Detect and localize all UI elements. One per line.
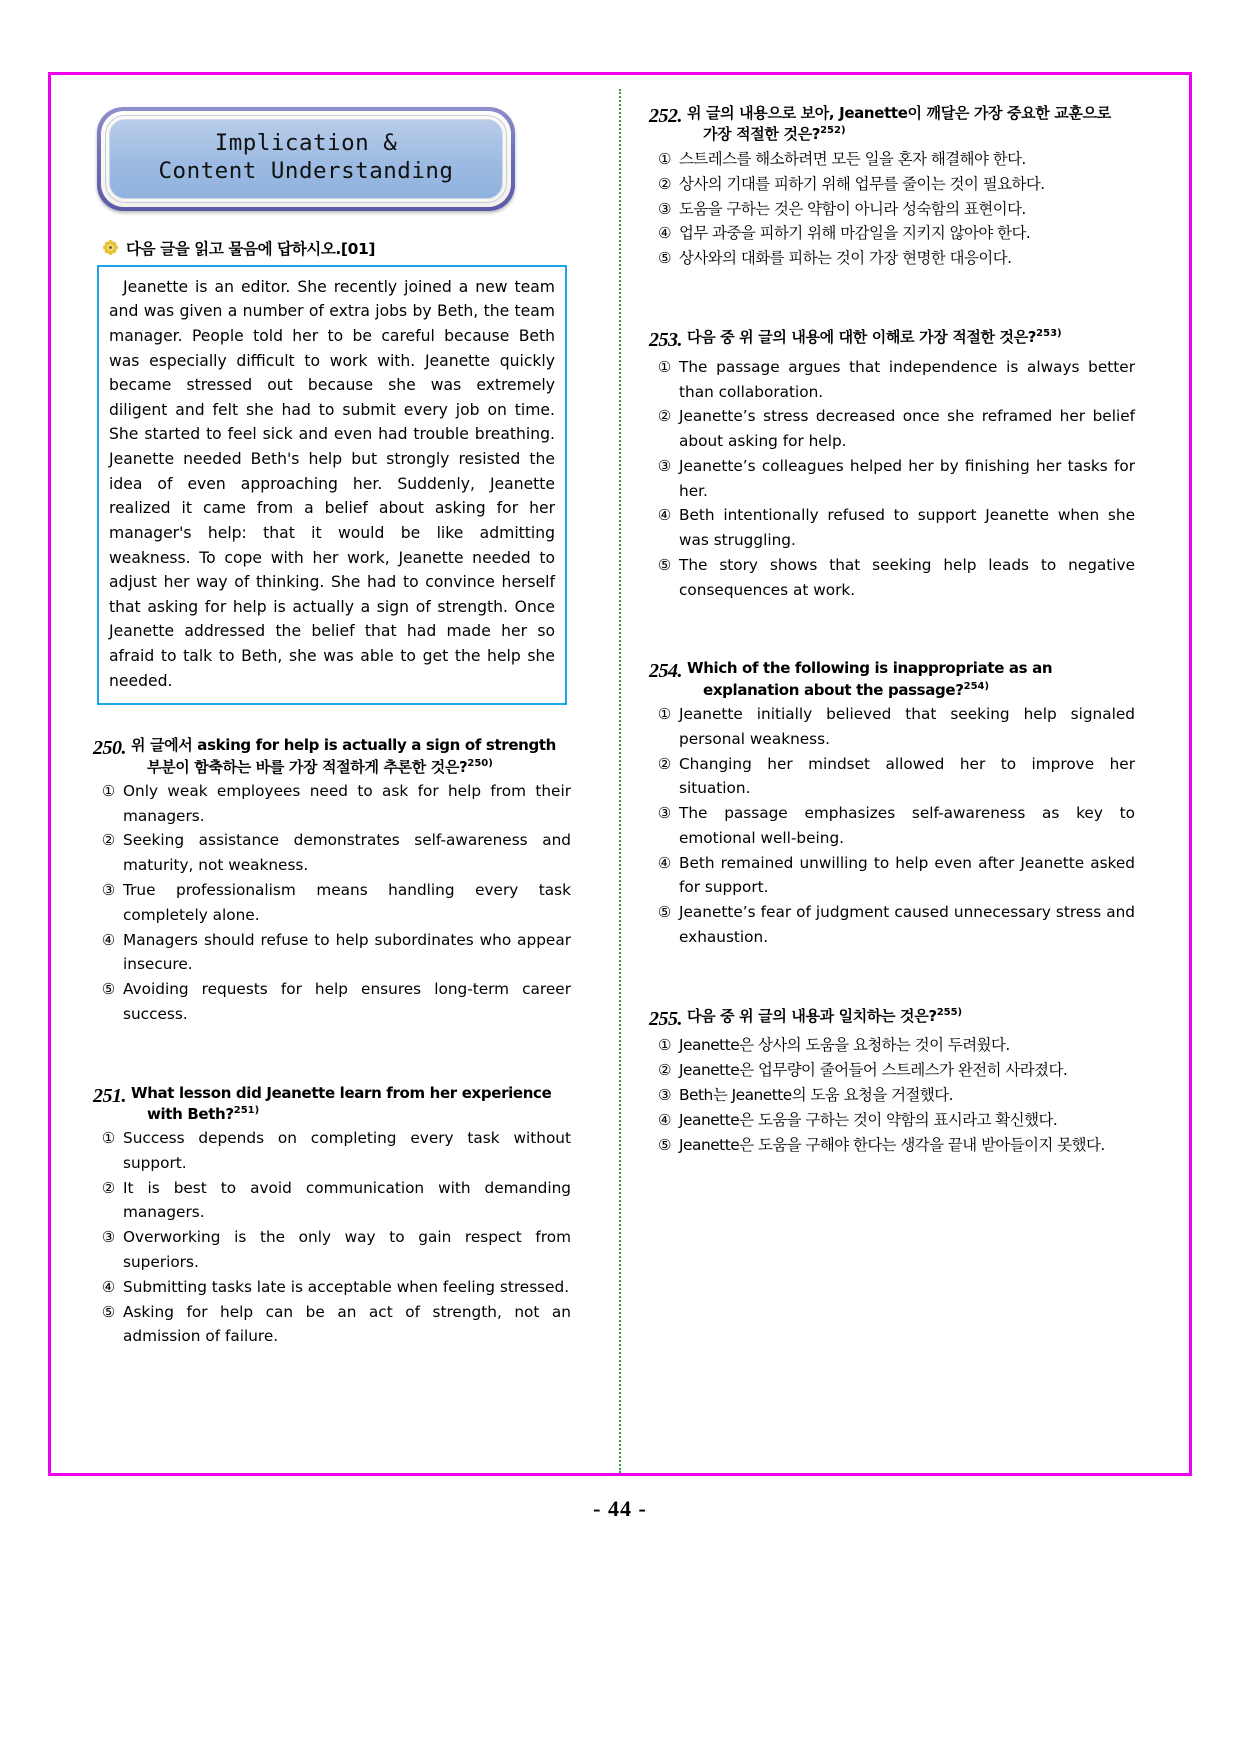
question-251-stem-line2 (131, 1104, 571, 1125)
question-254-stem-line2 (687, 680, 1135, 701)
option-item[interactable] (655, 503, 1135, 553)
question-252-stem-line2-text: 가장 적절한 것은? (703, 125, 821, 144)
option-text: Jeanette’s fear of judgment caused unnecessary stress and exhaustion. (679, 903, 1135, 946)
passage-text: Jeanette is an editor. She recently joined a new team and was given a number of extra jobs by Beth, the team manager. People told her to be careful because Beth was especially difficult to work with. Jeanette quickly became stressed out because she was extremely diligent and felt she had to submit every job on time. She started to feel sick and even had trouble breathing. Jeanette needed Beth's help but strongly resisted the idea of even approaching her. Suddenly, Jeanette realized it came from a belief about asking for her manager's help: that it would be like admitting weakness. To cope with her work, Jeanette needed to adjust her way of thinking. She had to convince herself that asking for help is actually a sign of strength. Once Jeanette addressed the belief that had made her so afraid to talk to Beth, she was able to get the help she needed. (109, 277, 555, 690)
option-marker: ⑤ (657, 555, 672, 574)
option-item[interactable] (655, 1058, 1135, 1083)
option-marker: ⑤ (101, 1302, 116, 1321)
option-text: Managers should refuse to help subordinates who appear insecure. (123, 930, 571, 974)
option-item[interactable] (99, 1176, 571, 1226)
question-253-stem (687, 327, 1135, 348)
option-text: 상사의 기대를 피하기 위해 업무를 줄이는 것이 필요하다. (679, 174, 1045, 193)
question-255-number: 255. (649, 1007, 682, 1030)
question-254-stem-line2-text: explanation about the passage? (703, 680, 964, 699)
option-text: 도움을 구하는 것은 약함이 아니라 성숙함의 표현이다. (679, 199, 1026, 218)
option-item[interactable] (99, 878, 571, 928)
option-item[interactable] (99, 1126, 571, 1176)
option-item[interactable] (99, 828, 571, 878)
option-text: It is best to avoid communication with demanding managers. (123, 1178, 571, 1222)
question-255-stem (687, 1006, 1135, 1027)
option-text: Jeanette은 도움을 구해야 한다는 생각을 끝내 받아들이지 못했다. (679, 1135, 1105, 1154)
option-marker: ④ (101, 930, 116, 949)
question-250-options (93, 779, 571, 1027)
option-item[interactable] (99, 928, 571, 978)
option-text: Seeking assistance demonstrates self-awareness and maturity, not weakness. (123, 831, 571, 875)
option-item[interactable] (655, 197, 1135, 222)
option-item[interactable] (99, 1225, 571, 1275)
question-252-stem-line1: 위 글의 내용으로 보아, Jeanette이 깨달은 가장 중요한 교훈으로 (687, 104, 1111, 122)
option-text: The passage argues that independence is always better than collaboration. (679, 357, 1135, 401)
option-marker: ④ (101, 1277, 116, 1296)
option-item[interactable] (99, 977, 571, 1027)
option-item[interactable] (655, 221, 1135, 246)
question-254-stem (687, 658, 1135, 701)
question-255 (649, 1006, 1135, 1158)
option-text: Jeanette’s colleagues helped her by finishing her tasks for her. (679, 456, 1135, 500)
question-251-stem (131, 1083, 571, 1126)
option-item[interactable] (655, 1033, 1135, 1058)
option-marker: ① (658, 149, 671, 168)
question-251-footnote: 251) (233, 1104, 260, 1116)
option-item[interactable] (655, 900, 1135, 950)
question-250 (93, 735, 571, 1026)
option-marker: ③ (101, 880, 116, 899)
option-marker: ② (658, 174, 671, 193)
banner-mid-ring (101, 111, 511, 207)
section-title-banner (97, 107, 515, 211)
question-251-stem-line1: What lesson did Jeanette learn from her experience (131, 1083, 552, 1102)
option-marker: ③ (657, 456, 672, 475)
right-column (621, 89, 1171, 1473)
option-text: Changing her mindset allowed her to improve her situation. (679, 754, 1135, 798)
banner-outer-ring (97, 107, 515, 211)
question-252-number: 252. (649, 105, 682, 127)
question-252-options (649, 147, 1135, 272)
option-marker: ① (101, 1129, 116, 1148)
question-254-number: 254. (649, 660, 682, 683)
option-text: Jeanette initially believed that seeking help signaled personal weakness. (679, 705, 1135, 748)
question-254-options (649, 702, 1135, 950)
question-255-options (649, 1033, 1135, 1158)
question-255-footnote: 255) (936, 1006, 963, 1018)
option-text: 스트레스를 해소하려면 모든 일을 혼자 해결해야 한다. (679, 149, 1026, 168)
option-marker: ④ (658, 224, 671, 243)
question-253-head (649, 327, 1135, 353)
option-marker: ⑤ (657, 903, 672, 922)
option-marker: ① (658, 1036, 671, 1055)
banner-inner-ring (105, 115, 507, 203)
option-marker: ② (657, 754, 672, 773)
banner-title-line1: Implication & (214, 130, 398, 156)
question-250-stem-line1: 위 글에서 asking for help is actually a sign of strength (131, 736, 557, 755)
option-text: Jeanette’s stress decreased once she reframed her belief about asking for help. (679, 407, 1135, 451)
option-marker: ② (658, 1061, 671, 1079)
option-marker: ③ (658, 199, 671, 218)
question-253-number: 253. (649, 329, 682, 352)
question-253-stem-line1: 다음 중 위 글의 내용에 대한 이해로 가장 적절한 것은? (687, 328, 1037, 347)
question-252-stem-line2 (687, 124, 1135, 145)
option-text: Jeanette은 도움을 구하는 것이 약함의 표시라고 확신했다. (679, 1110, 1058, 1129)
option-marker: ② (657, 407, 672, 426)
option-marker: ⑤ (658, 249, 671, 268)
option-item[interactable] (99, 1275, 571, 1300)
question-254 (649, 658, 1135, 949)
question-250-stem-line2-text: 부분이 함축하는 바를 가장 적절하게 추론한 것은? (147, 757, 468, 776)
option-marker: ⑤ (101, 980, 116, 999)
option-text: Beth는 Jeanette의 도움 요청을 거절했다. (679, 1085, 954, 1104)
option-marker: ① (101, 781, 116, 800)
reading-passage-box (97, 265, 567, 706)
option-text: Beth intentionally refused to support Jeanette when she was struggling. (679, 506, 1135, 550)
option-item[interactable] (655, 246, 1135, 271)
option-text: 상사와의 대화를 피하는 것이 가장 현명한 대응이다. (679, 249, 1012, 268)
option-item[interactable] (655, 172, 1135, 197)
option-marker: ③ (658, 1085, 671, 1104)
instruction-line (103, 237, 597, 259)
option-marker: ③ (657, 804, 672, 823)
option-item[interactable] (99, 779, 571, 829)
question-253-footnote: 253) (1036, 328, 1062, 340)
option-marker: ① (657, 357, 672, 376)
option-item[interactable] (655, 801, 1135, 851)
option-item[interactable] (655, 702, 1135, 752)
option-text: 업무 과중을 피하기 위해 마감일을 지키지 않아야 한다. (679, 224, 1031, 243)
option-text: Overworking is the only way to gain respect from superiors. (123, 1228, 571, 1271)
page-number: - 44 - (593, 1496, 647, 1521)
question-250-head (93, 735, 571, 778)
instruction-text: 다음 글을 읽고 물음에 답하시오.[01] (126, 239, 376, 258)
option-item[interactable] (655, 1083, 1135, 1108)
question-252 (649, 103, 1135, 271)
option-item[interactable] (655, 1108, 1135, 1133)
left-column (69, 89, 619, 1473)
option-text: Beth remained unwilling to help even after Jeanette asked for support. (679, 853, 1135, 897)
question-254-footnote: 254) (963, 680, 990, 692)
question-251 (93, 1083, 571, 1349)
option-item[interactable] (655, 851, 1135, 901)
question-250-footnote: 250) (467, 757, 493, 769)
option-text: Jeanette은 상사의 도움을 요청하는 것이 두려웠다. (679, 1036, 1010, 1055)
banner-core (109, 119, 503, 199)
option-text: Only weak employees need to ask for help from their managers. (123, 781, 571, 825)
option-text: Asking for help can be an act of strength, not an admission of failure. (123, 1302, 571, 1346)
question-255-stem-line1: 다음 중 위 글의 내용과 일치하는 것은? (687, 1006, 937, 1025)
question-252-head (649, 103, 1135, 146)
question-250-stem-line2 (131, 757, 571, 778)
question-252-stem (687, 103, 1135, 146)
option-item[interactable] (655, 355, 1135, 405)
option-item[interactable] (655, 752, 1135, 802)
option-marker: ④ (658, 1110, 671, 1129)
question-251-head (93, 1083, 571, 1126)
option-marker: ② (101, 1178, 116, 1197)
option-item[interactable] (655, 1133, 1135, 1158)
question-250-number: 250. (93, 737, 126, 760)
option-marker: ⑤ (658, 1135, 671, 1154)
page-inner (51, 75, 1189, 1473)
option-marker: ① (657, 705, 672, 723)
flower-icon (103, 240, 118, 255)
option-text: Submitting tasks late is acceptable when feeling stressed. (123, 1277, 570, 1296)
page-footer (0, 1496, 1240, 1522)
question-255-head (649, 1006, 1135, 1032)
option-marker: ③ (101, 1228, 116, 1247)
option-text: Success depends on completing every task without support. (123, 1129, 571, 1172)
option-marker: ④ (657, 506, 672, 525)
option-text: True professionalism means handling every task completely alone. (123, 880, 571, 924)
question-254-head (649, 658, 1135, 701)
option-text: Jeanette은 업무량이 줄어들어 스트레스가 완전히 사라졌다. (679, 1061, 1068, 1079)
option-item[interactable] (655, 147, 1135, 172)
question-254-stem-line1: Which of the following is inappropriate as an (687, 659, 1053, 678)
option-marker: ② (101, 831, 116, 850)
two-column-layout (69, 89, 1171, 1473)
option-item[interactable] (655, 553, 1135, 603)
banner-title-line2: Content Understanding (158, 158, 454, 185)
option-item[interactable] (655, 454, 1135, 504)
question-251-options (93, 1126, 571, 1349)
question-251-number: 251. (93, 1084, 126, 1107)
question-250-stem (131, 735, 571, 778)
option-item[interactable] (99, 1300, 571, 1350)
option-text: The story shows that seeking help leads to negative consequences at work. (679, 555, 1135, 599)
question-252-footnote: 252) (820, 125, 846, 137)
question-253 (649, 327, 1135, 602)
option-text: The passage emphasizes self-awareness as key to emotional well-being. (679, 804, 1135, 847)
question-251-stem-line2-text: with Beth? (147, 1104, 234, 1123)
option-item[interactable] (655, 404, 1135, 454)
page-frame (48, 72, 1192, 1476)
option-text: Avoiding requests for help ensures long-term career success. (123, 980, 571, 1023)
question-253-options (649, 355, 1135, 603)
option-marker: ④ (657, 853, 672, 872)
